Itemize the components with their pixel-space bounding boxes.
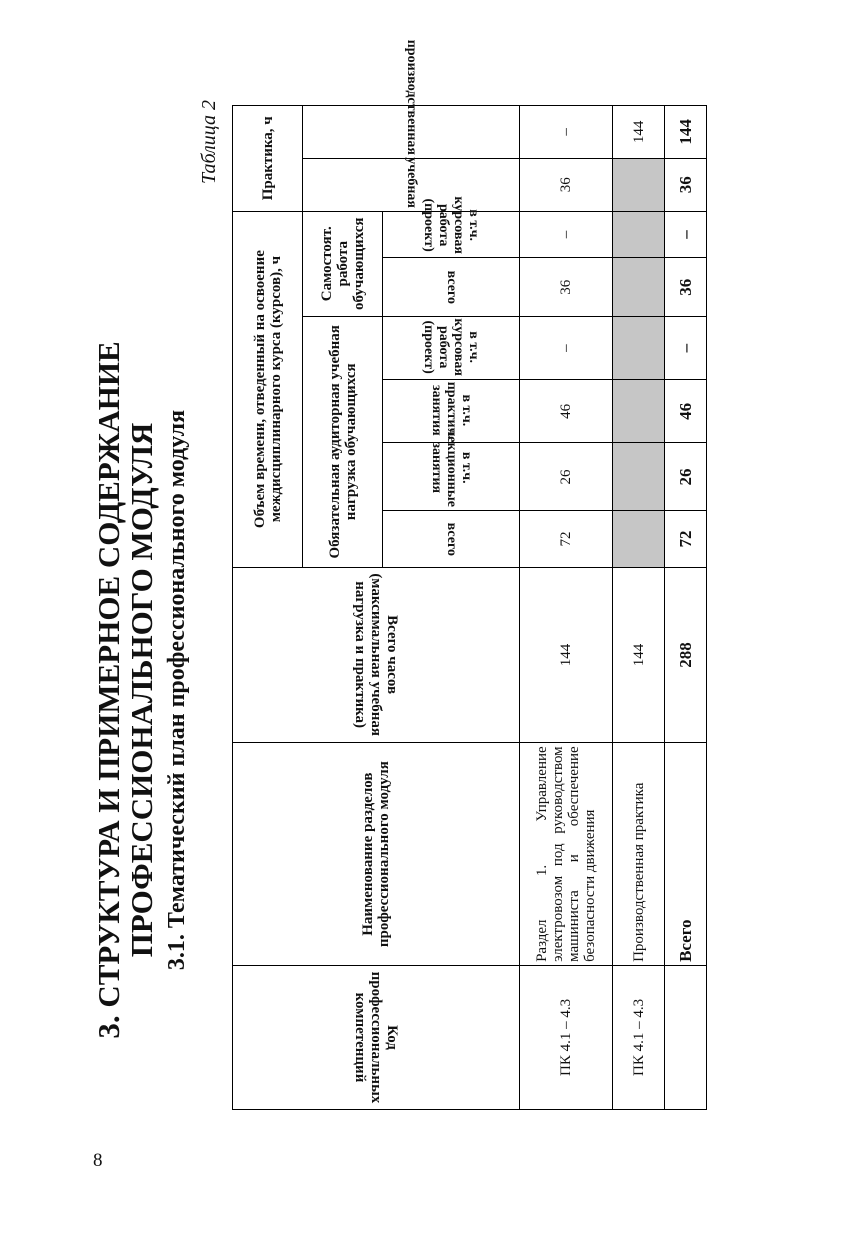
total-ind-coursework: –: [665, 211, 707, 258]
total-coursework: –: [665, 316, 707, 379]
row-lectures: [613, 443, 665, 511]
header-ind-all: всего: [383, 258, 520, 317]
row-educational: [613, 158, 665, 211]
total-label: Всего: [665, 743, 707, 966]
header-ind-coursework: в т.ч. курсовая работа (проект): [383, 211, 520, 258]
row-all: [613, 511, 665, 567]
header-coursework: в т.ч. курсовая работа (проект): [383, 316, 520, 379]
row-name: Производственная практика: [613, 743, 665, 966]
header-all: всего: [383, 511, 520, 567]
header-code: Код профессиональных компетенций: [233, 965, 520, 1109]
row-ind-all: [613, 258, 665, 317]
row-all: 72: [520, 511, 613, 567]
row-educational: 36: [520, 158, 613, 211]
header-time-volume: Объем времени, отведенный на освоение междисциплинарного курса (курсов), ч: [233, 211, 303, 567]
subsection-title: 3.1. Тематический план профессионального модуля: [164, 409, 190, 971]
header-industrial: производственная: [303, 106, 520, 159]
total-ind-all: 36: [665, 258, 707, 317]
table-row: [613, 106, 665, 1110]
row-industrial: 144: [613, 106, 665, 159]
section-title: 3. СТРУКТУРА И ПРИМЕРНОЕ СОДЕРЖАНИЕ ПРОФЕССИОНАЛЬНОГО МОДУЛЯ: [91, 341, 159, 1039]
total-industrial: 144: [665, 106, 707, 159]
header-practice: Практика, ч: [233, 106, 303, 212]
total-lectures: 26: [665, 443, 707, 511]
row-industrial: –: [520, 106, 613, 159]
row-ind-coursework: –: [520, 211, 613, 258]
page-number: 8: [93, 1150, 103, 1171]
header-mandatory: Обязательная аудиторная учебная нагрузка обучающихся: [303, 316, 383, 567]
row-total: 144: [520, 567, 613, 743]
header-practical: в т.ч. практич. занятия: [383, 380, 520, 443]
total-code: [665, 965, 707, 1109]
table-row: [520, 106, 613, 1110]
total-practical: 46: [665, 380, 707, 443]
header-educational: учебная: [303, 158, 520, 211]
row-code: ПК 4.1 – 4.3: [520, 965, 613, 1109]
thematic-plan-table: [232, 39, 707, 1110]
total-educational: 36: [665, 158, 707, 211]
row-total: 144: [613, 567, 665, 743]
total-all: 72: [665, 511, 707, 567]
row-code: ПК 4.1 – 4.3: [613, 965, 665, 1109]
row-ind-coursework: [613, 211, 665, 258]
total-row: [665, 106, 707, 1110]
header-total-hours: Всего часов (максимальная учебная нагрузка и практика): [233, 567, 520, 743]
row-coursework: –: [520, 316, 613, 379]
row-practical: 46: [520, 380, 613, 443]
header-name: Наименование разделов профессионального модуля: [233, 743, 520, 966]
row-coursework: [613, 316, 665, 379]
table-caption: Таблица 2: [198, 100, 220, 184]
total-total: 288: [665, 567, 707, 743]
rotated-content: [91, 39, 722, 1120]
row-name: Раздел 1. Управление электровозом под руководством машиниста и обеспечение безопасности движения: [520, 743, 613, 966]
header-lectures: в т.ч. лекционные занятия: [383, 443, 520, 511]
row-lectures: 26: [520, 443, 613, 511]
row-practical: [613, 380, 665, 443]
row-ind-all: 36: [520, 258, 613, 317]
header-independent: Самостоят. работа обучающихся: [303, 211, 383, 316]
